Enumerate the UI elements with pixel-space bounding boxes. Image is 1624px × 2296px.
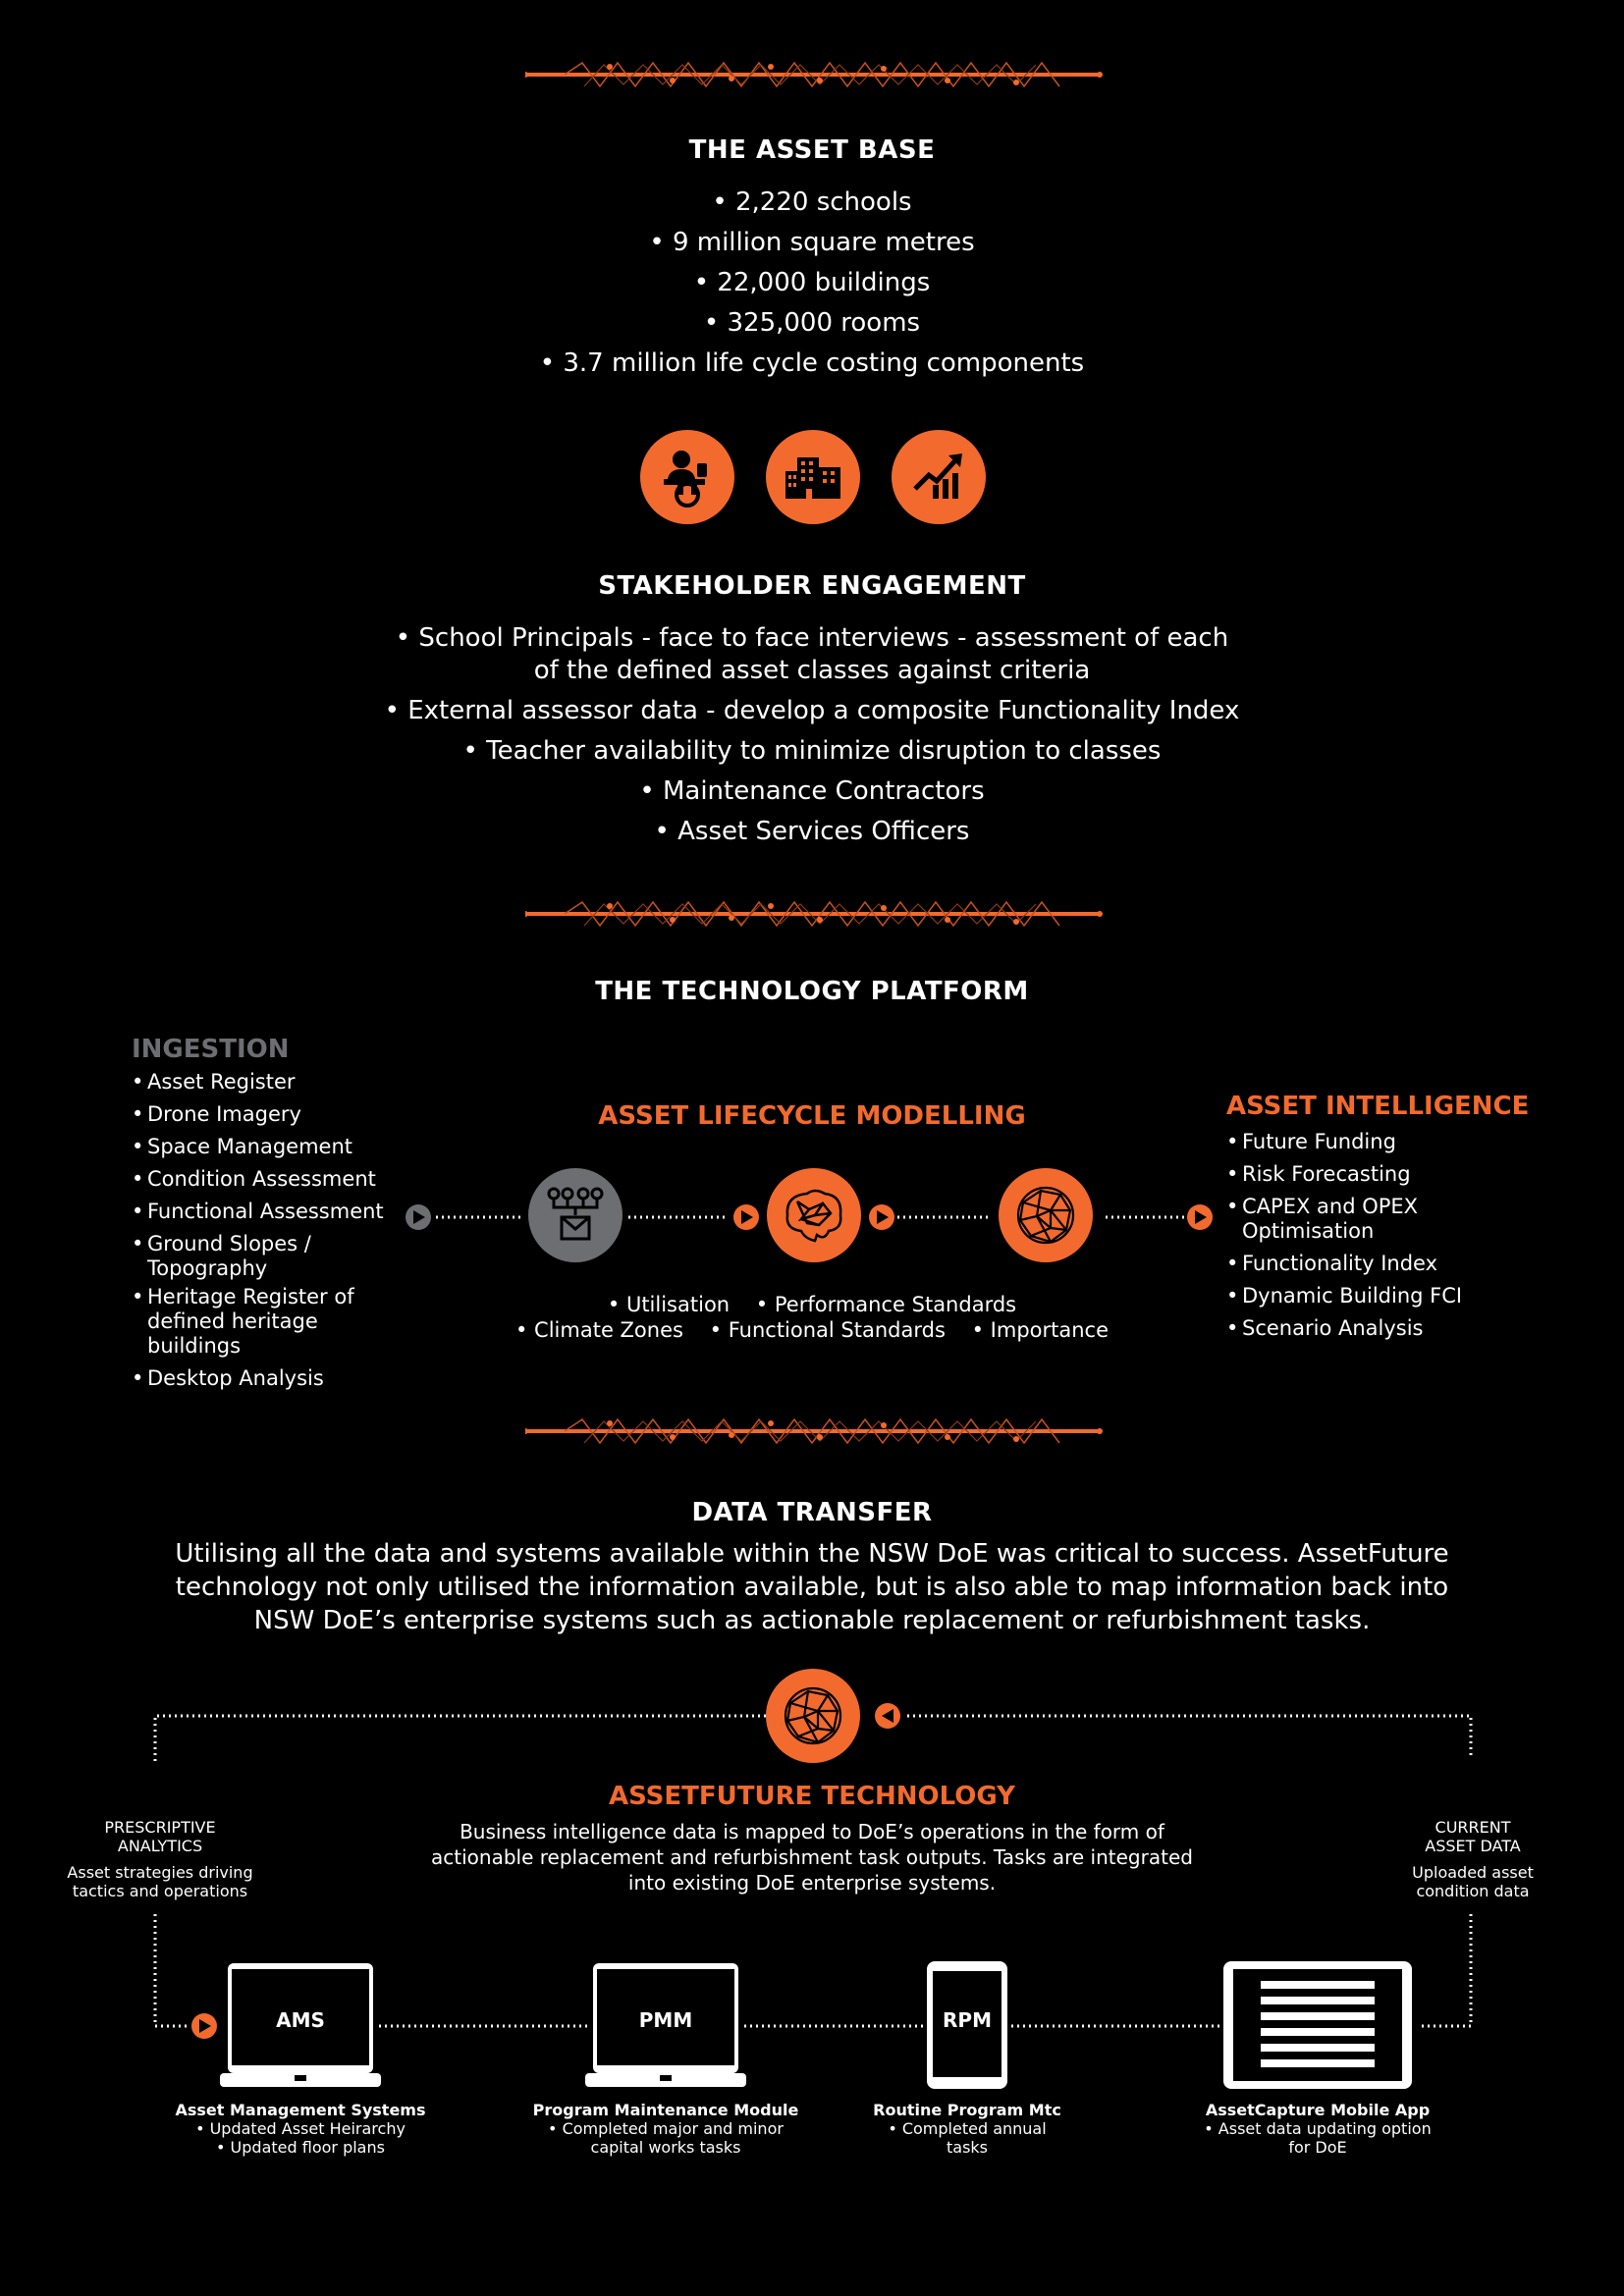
technology-title: THE TECHNOLOGY PLATFORM: [595, 977, 1029, 1006]
list-item: • Desktop Analysis: [132, 1362, 406, 1395]
divider-middle: [525, 896, 1105, 935]
assetfuture-globe-icon: [766, 1669, 860, 1763]
asset-base-list: [0, 183, 1624, 384]
list-item: • External assessor data - develop a composite Functionality Index: [384, 696, 1240, 725]
intelligence-title: ASSET INTELLIGENCE: [1226, 1092, 1530, 1121]
list-item: • 2,220 schools: [712, 187, 912, 217]
list-item: • Space Management: [132, 1131, 406, 1163]
tablet-app-icon: [1221, 1959, 1414, 2091]
device-caption-rpm: Routine Program Mtc • Completed annual tasks: [873, 2101, 1061, 2157]
list-item: • Heritage Register of defined heritage buildings: [132, 1285, 363, 1359]
person-desk-icon: [640, 430, 734, 524]
globe-network-icon: [999, 1168, 1093, 1262]
device-caption-app: AssetCapture Mobile App • Asset data updating option for DoE: [1204, 2101, 1432, 2157]
divider-top: [525, 57, 1105, 96]
device-caption-ams: Asset Management Systems • Updated Asset Heirarchy • Updated floor plans: [175, 2101, 426, 2157]
list-item: • 325,000 rooms: [703, 308, 921, 338]
stakeholder-list: [0, 691, 1624, 852]
list-item: • Functionality Index: [1226, 1248, 1472, 1280]
list-item: • Maintenance Contractors: [639, 776, 985, 806]
modelling-title: ASSET LIFECYCLE MODELLING: [598, 1101, 1026, 1131]
ingestion-list: [132, 1066, 406, 1395]
ams-screen-label: AMS: [276, 2008, 325, 2032]
list-item: • Ground Slopes / Topography: [132, 1232, 324, 1281]
stakeholder-item-principals: • School Principals - face to face interviews - assessment of each of the defined asset classes against criteria: [395, 623, 1229, 685]
list-item: • Condition Assessment: [132, 1163, 406, 1196]
list-item: • Future Funding: [1226, 1126, 1472, 1158]
prescriptive-analytics-label: PRESCRIPTIVE ANALYTICS Asset strategies driving tactics and operations: [67, 1818, 253, 1900]
buildings-icon: [766, 430, 860, 524]
modelling-factors: • Utilisation • Performance Standards • Climate Zones • Functional Standards • Importance: [514, 1293, 1110, 1342]
assetfuture-title: ASSETFUTURE TECHNOLOGY: [609, 1782, 1015, 1811]
list-item: • Drone Imagery: [132, 1098, 406, 1131]
list-item: • Asset Register: [132, 1066, 406, 1098]
list-item: • Functional Assessment: [132, 1196, 406, 1228]
list-item: • 3.7 million life cycle costing components: [539, 348, 1085, 378]
rpm-screen-label: RPM: [943, 2008, 992, 2032]
device-caption-pmm: Program Maintenance Module • Completed major and minor capital works tasks: [532, 2101, 799, 2157]
asset-base-title: THE ASSET BASE: [688, 135, 936, 165]
brain-icon: [767, 1168, 861, 1262]
list-item: • Risk Forecasting: [1226, 1158, 1472, 1191]
pmm-screen-label: PMM: [638, 2008, 693, 2032]
ingestion-title: INGESTION: [132, 1035, 290, 1064]
intelligence-list: [1226, 1126, 1472, 1345]
data-transfer-title: DATA TRANSFER: [691, 1498, 933, 1527]
current-asset-data-label: CURRENT ASSET DATA Uploaded asset condition data: [1412, 1818, 1534, 1900]
data-transfer-text: Utilising all the data and systems available within the NSW DoE was critical to success. AssetFuture technology not only utilised the information available, but is also able to map information back into NSW DoE’s enterprise systems such as actionable replacement or refurbishment tasks.: [175, 1539, 1449, 1635]
list-item: • Dynamic Building FCI: [1226, 1280, 1472, 1312]
list-item: • CAPEX and OPEX Optimisation: [1226, 1195, 1438, 1244]
list-item: • Scenario Analysis: [1226, 1312, 1472, 1345]
growth-chart-icon: [892, 430, 986, 524]
stakeholder-title: STAKEHOLDER ENGAGEMENT: [598, 571, 1026, 601]
assetfuture-text: Business intelligence data is mapped to DoE’s operations in the form of actionable replacement and refurbishment task outputs. Tasks are integrated into existing DoE enterprise systems.: [431, 1820, 1193, 1895]
list-item: • Asset Services Officers: [654, 817, 970, 846]
list-item: • 9 million square metres: [649, 228, 975, 257]
divider-lower: [525, 1414, 1105, 1453]
network-hierarchy-icon: [528, 1168, 623, 1262]
list-item: • 22,000 buildings: [693, 268, 931, 297]
list-item: • Teacher availability to minimize disruption to classes: [462, 736, 1162, 766]
